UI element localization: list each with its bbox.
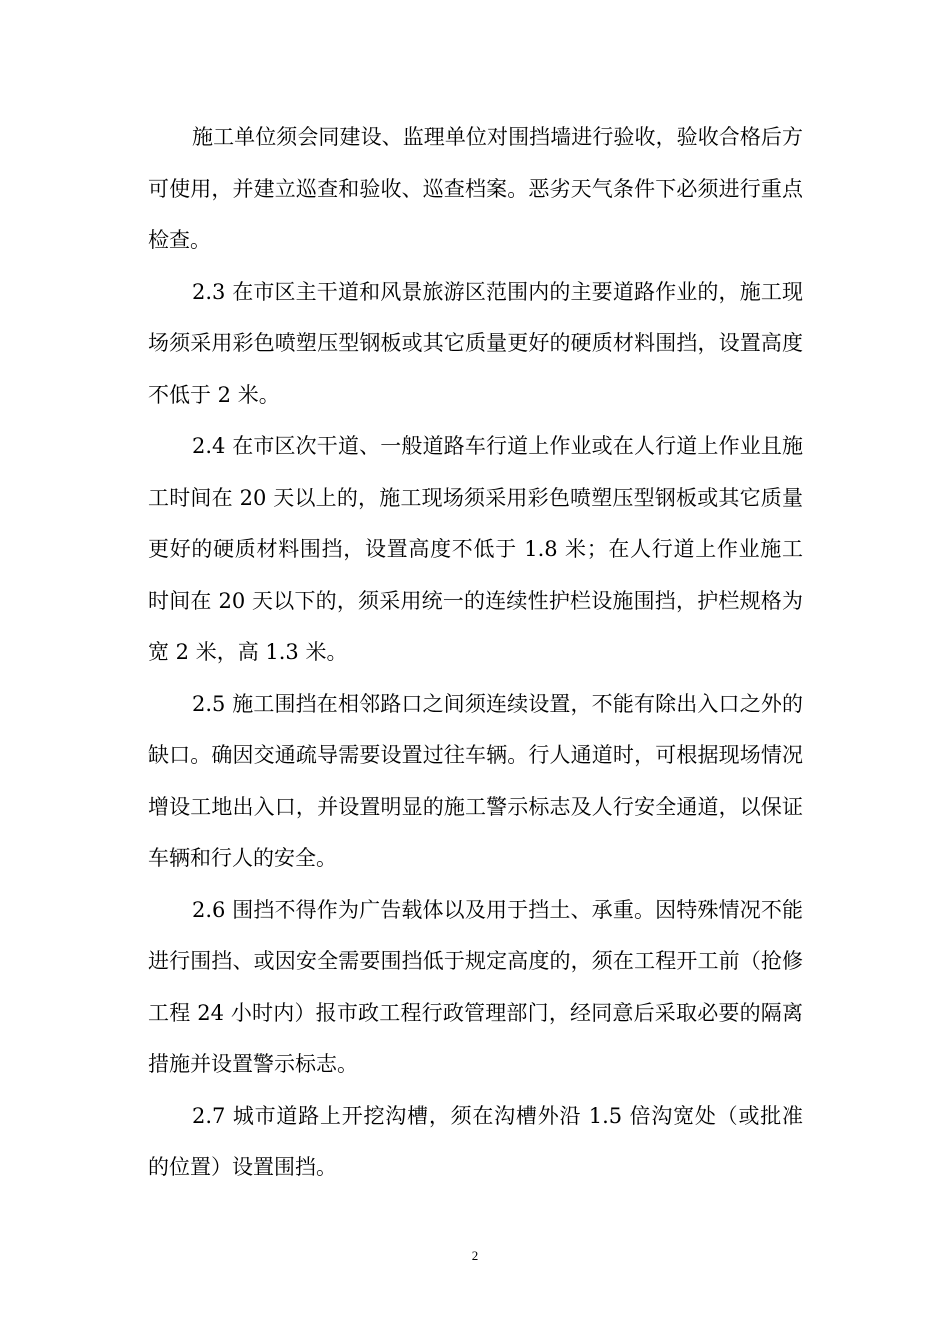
- document-body: [148, 112, 803, 1194]
- paragraph-2-6: 2.6 围挡不得作为广告载体以及用于挡土、承重。因特殊情况不能进行围挡、或因安全需要围挡低于规定高度的，须在工程开工前（抢修工程 24 小时内）报市政工程行政管理部门，经同意后采取必要的隔离措施并设置警示标志。: [148, 897, 803, 1076]
- paragraph-acceptance: 施工单位须会同建设、监理单位对围挡墙进行验收，验收合格后方可使用，并建立巡查和验收、巡查档案。恶劣天气条件下必须进行重点检查。: [148, 125, 803, 252]
- paragraph-2-7: 2.7 城市道路上开挖沟槽，须在沟槽外沿 1.5 倍沟宽处（或批准的位置）设置围挡。: [148, 1103, 803, 1179]
- page-number: 2: [471, 1248, 479, 1263]
- paragraph-2-5: 2.5 施工围挡在相邻路口之间须连续设置，不能有除出入口之外的缺口。确因交通疏导需要设置过往车辆。行人通道时，可根据现场情况增设工地出入口，并设置明显的施工警示标志及人行安全通道，以保证车辆和行人的安全。: [148, 691, 803, 870]
- paragraph-2-3: 2.3 在市区主干道和风景旅游区范围内的主要道路作业的，施工现场须采用彩色喷塑压型钢板或其它质量更好的硬质材料围挡，设置高度不低于 2 米。: [148, 279, 803, 407]
- paragraph-2-4: 2.4 在市区次干道、一般道路车行道上作业或在人行道上作业且施工时间在 20 天以上的，施工现场须采用彩色喷塑压型钢板或其它质量更好的硬质材料围挡，设置高度不低于 1.8 米；在人行道上作业施工时间在 20 天以下的，须采用统一的连续性护栏设施围挡，护栏规格为宽 2 米，高 1.3 米。: [148, 434, 803, 664]
